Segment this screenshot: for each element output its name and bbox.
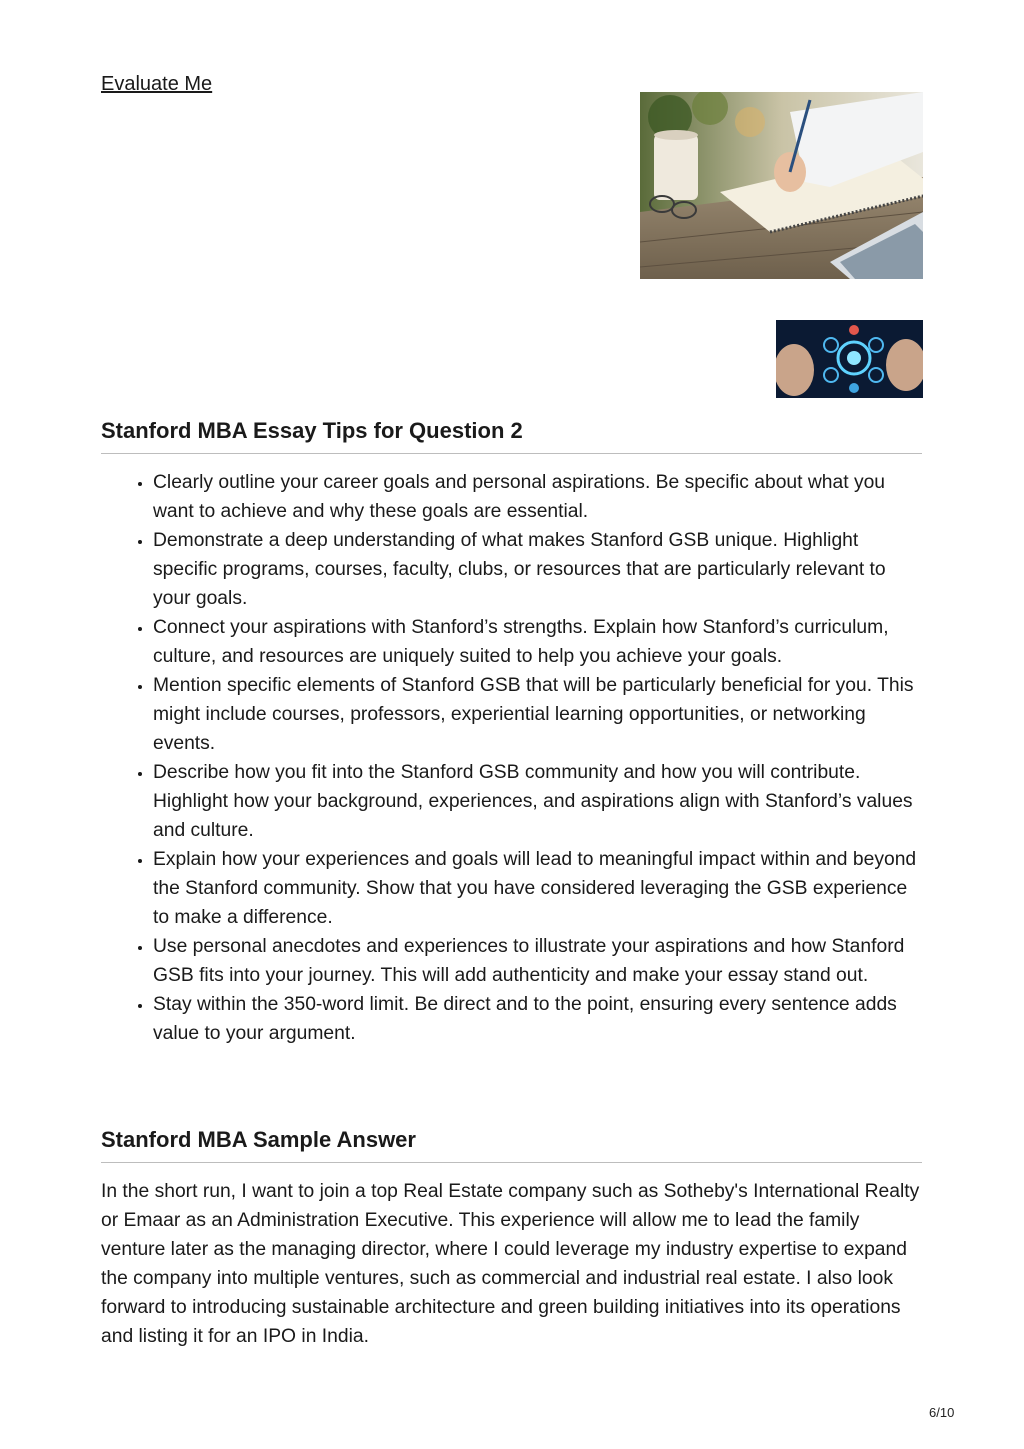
- sample-answer-section: [101, 1127, 922, 1351]
- list-item: • Explain how your experiences and goals will lead to meaningful impact within and beyond the Stanford community. Show that you have considered leveraging the GSB experience to make a difference.: [153, 845, 922, 932]
- tips-heading: Stanford MBA Essay Tips for Question 2: [101, 418, 922, 454]
- list-item: • Mention specific elements of Stanford GSB that will be particularly beneficial for you. This might include courses, professors, experiential learning opportunities, or networking events.: [153, 671, 922, 758]
- list-item: • Stay within the 350-word limit. Be direct and to the point, ensuring every sentence adds value to your argument.: [153, 990, 922, 1048]
- evaluate-me-link[interactable]: Evaluate Me: [101, 73, 213, 95]
- list-item: • Use personal anecdotes and experiences to illustrate your aspirations and how Stanford GSB fits into your journey. This will add authenticity and make your essay stand out.: [153, 932, 922, 990]
- tips-list: [101, 468, 922, 1048]
- list-item: • Demonstrate a deep understanding of what makes Stanford GSB unique. Highlight specific programs, courses, faculty, clubs, or resources that are particularly relevant to your goals.: [153, 526, 922, 613]
- sample-answer-heading: Stanford MBA Sample Answer: [101, 1127, 922, 1163]
- hands-gears-tech-photo: [776, 320, 923, 398]
- sample-answer-paragraph: In the short run, I want to join a top Real Estate company such as Sotheby's International Realty or Emaar as an Administration Executive. This experience will allow me to lead the family venture later as the managing director, where I could leverage my industry expertise to expand the company into multiple ventures, such as commercial and industrial real estate. I also look forward to introducing sustainable architecture and green building initiatives into its operations and listing it for an IPO in India.: [101, 1181, 920, 1347]
- list-item: • Clearly outline your career goals and personal aspirations. Be specific about what you want to achieve and why these goals are essential.: [153, 468, 922, 526]
- desk-writing-photo: [640, 92, 923, 279]
- list-item: • Describe how you fit into the Stanford GSB community and how you will contribute. Highlight how your background, experiences, and aspirations align with Stanford’s values and culture.: [153, 758, 922, 845]
- tips-section: [101, 418, 922, 1048]
- list-item: • Connect your aspirations with Stanford’s strengths. Explain how Stanford’s curriculum, culture, and resources are uniquely suited to help you achieve your goals.: [153, 613, 922, 671]
- page-indicator: 6/10: [929, 1405, 955, 1420]
